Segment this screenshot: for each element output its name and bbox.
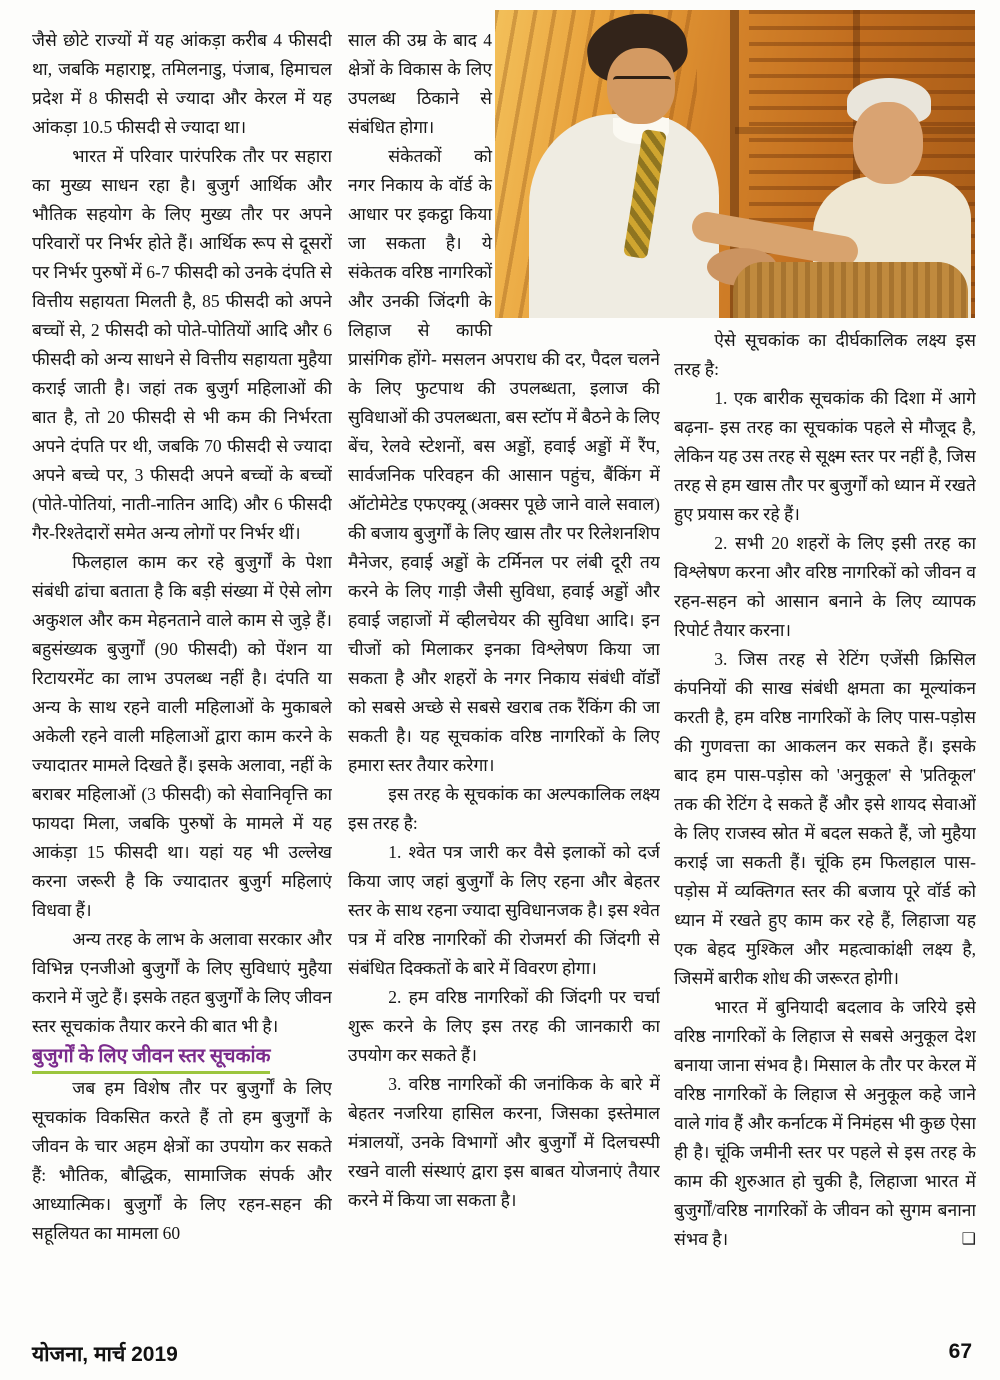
paragraph: जब हम विशेष तौर पर बुजुर्गों के लिए सूचकांक विकसित करते हैं तो हम बुजुर्गों के जीवन के चार अहम क्षेत्रों का उपयोग कर सकते हैं: भौतिक, बौद्धिक, सामाजिक संपर्क और आध्यात्मिक। बुजुर्गों के लिए रहन-सहन की सहूलियत का मामला 60 (32, 1078, 332, 1243)
paragraph: इस तरह के सूचकांक का अल्पकालिक लक्ष्य इस तरह है: (348, 784, 660, 833)
paragraph: साल की उम्र के बाद 4 क्षेत्रों के विकास के लिए उपलब्ध ठिकाने से संबंधित होगा। (348, 30, 492, 137)
paragraph: भारत में परिवार पारंपरिक तौर पर सहारा का मुख्य साधन रहा है। बुजुर्ग आर्थिक और भौतिक सहयोग के लिए मुख्य तौर पर अपने परिवारों पर निर्भर होते हैं। आर्थिक रूप से दूसरों पर निर्भर पुरुषों में 6-7 फीसदी को उनके दंपति से वित्तीय सहायता मिलती है, 85 फीसदी को अपने बच्चों से, 2 फीसदी को पोते-पोतियों आदि और 6 फीसदी को अन्य साधने से वित्तीय सहायता मुहैया कराई जाती है। जहां तक बुजुर्ग महिलाओं की बात है, तो 20 फीसदी से भी कम की निर्भरता अपने दंपति पर थी, जबकि 70 फीसदी से ज्यादा अपने बच्चे पर, 3 फीसदी अपने बच्चों के बच्चों (पोते-पोतियां, नाती-नातिन आदि) और 6 फीसदी गैर-रिश्तेदारों समेत अन्य लोगों पर निर्भर थीं। (32, 146, 332, 543)
paragraph (674, 993, 976, 1254)
paragraph: फिलहाल काम कर रहे बुजुर्गों के पेशा संबंधी ढांचा बताता है कि बड़ी संख्या में ऐसे लोग अकुशल और कम मेहनताने वाले काम से जुड़े हैं। बहुसंख्यक बुजुर्गों (90 फीसदी) को पेंशन या रिटायरमेंट का लाभ उपलब्ध नहीं है। दंपति या अन्य के साथ रहने वाली महिलाओं के मुकाबले अकेली रहने वाली महिलाओं द्वारा काम करने के ज्यादातर मामले दिखते हैं। इसके अलावा, नहीं के बराबर महिलाओं (3 फीसदी) को सेवानिवृत्ति का फायदा मिला, जबकि पुरुषों के मामले में यह आकंड़ा 15 फीसदी था। यहां यह भी उल्लेख करना जरूरी है कि ज्यादातर बुजुर्ग महिलाएं विधवा हैं। (32, 552, 332, 920)
section-subheading: बुजुर्गों के लिए जीवन स्तर सूचकांक (32, 1043, 270, 1074)
photo-clearance-spacer (674, 26, 976, 326)
list-item-paragraph: 2. सभी 20 शहरों के लिए इसी तरह का विश्लेषण करना और वरिष्ठ नागरिकों को जीवन व रहन-सहन को आसान बनाने के लिए व्यापक रिपोर्ट तैयार करना। (674, 533, 976, 640)
footer-publication-date: योजना, मार्च 2019 (32, 1343, 178, 1366)
list-item-paragraph: 3. वरिष्ठ नागरिकों की जनांकिक के बारे में बेहतर नजरिया हासिल करना, जिसका इस्तेमाल मंत्रालयों, उनके विभागों और बुजुर्गों में दिलचस्पी रखने वाली संस्थाएं द्वारा इस बाबत योजनाएं तैयार करने में किया जा सकता है। (348, 1074, 660, 1210)
list-item-paragraph: 1. एक बारीक सूचकांक की दिशा में आगे बढ़ना- इस तरह का सूचकांक पहले से मौजूद है, लेकिन यह उस तरह से सूक्ष्म स्तर पर नहीं है, जिस तरह से हम खास तौर पर बुजुर्गों को ध्यान में रखते हुए प्रयास कर रहे हैं। (674, 388, 976, 524)
column-3 (674, 26, 976, 1314)
footer-page-number: 67 (948, 1340, 972, 1363)
paragraph: अन्य तरह के लाभ के अलावा सरकार और विभिन्न एनजीओ बुजुर्गों के लिए सुविधाएं मुहैया कराने में जुटे हैं। इसके तहत बुजुर्गों के लिए जीवन स्तर सूचकांक तैयार करने की बात भी है। (32, 929, 332, 1036)
list-item-paragraph: 3. जिस तरह से रेटिंग एजेंसी क्रिसिल कंपनियों की साख संबंधी क्षमता का मूल्यांकन करती है, हम वरिष्ठ नागरिकों के लिए पास-पड़ोस की गुणवत्ता का आकलन कर सकते हैं। इसके बाद हम पास-पड़ोस को 'अनुकूल' से 'प्रतिकूल' तक की रेटिंग दे सकते हैं और इसे शायद सेवाओं के लिए राजस्व स्रोत में बदल सकते हैं, जो मुहैया कराई जा सकती हैं। चूंकि हम फिलहाल पास-पड़ोस में व्यक्तिगत स्तर की बजाय पूरे वॉर्ड को ध्यान में रखते हुए काम कर रहे हैं, लिहाजा यह एक बेहद मुश्किल और महत्वाकांक्षी लक्ष्य है, जिसमें बारीक शोध की जरूरत होगी। (674, 649, 976, 988)
paragraph-text: भारत में बुनियादी बदलाव के जरिये इसे वरिष्ठ नागरिकों के लिहाज से सबसे अनुकूल देश बनाया जाना संभव है। मिसाल के तौर पर केरल में वरिष्ठ नागरिकों के लिहाज से अनुकूल कहे जाने वाले गांव हैं और कर्नाटक में निमंहस भी कुछ ऐसा ही है। चूंकि जमीनी स्तर पर पहले से इस तरह के काम की शुरुआत हो चुकी है, लिहाजा भारत में बुजुर्गों/वरिष्ठ नागरिकों के जीवन को सुगम बनाना संभव है। (674, 997, 976, 1249)
list-item-paragraph: 1. श्वेत पत्र जारी कर वैसे इलाकों को दर्ज किया जाए जहां बुजुर्गों के लिए रहना और बेहतर स्तर के साथ रहना ज्यादा सुविधानजक है। इस श्वेत पत्र में वरिष्ठ नागरिकों की रोजमर्रा की जिंदगी से संबंधित दिक्कतों के बारे में विवरण होगा। (348, 842, 660, 978)
column-2 (348, 26, 660, 1314)
list-item-paragraph: 2. हम वरिष्ठ नागरिकों की जिंदगी पर चर्चा शुरू करने के लिए इस तरह की जानकारी का उपयोग कर सकते हैं। (348, 987, 660, 1065)
photo-wrap-spacer (492, 26, 660, 322)
column-1 (32, 26, 332, 1314)
paragraph: ऐसे सूचकांक का दीर्घकालिक लक्ष्य इस तरह है: (674, 330, 976, 379)
paragraph: जैसे छोटे राज्यों में यह आंकड़ा करीब 4 फीसदी था, जबकि महाराष्ट्र, तमिलनाडु, पंजाब, हिमाचल प्रदेश में 8 फीसदी से ज्यादा और केरल में यह आंकड़ा 10.5 फीसदी से ज्यादा था। (32, 30, 332, 137)
paragraph: संकेतकों को नगर निकाय के वॉर्ड के आधार पर इकट्ठा किया जा सकता है। ये संकेतक वरिष्ठ नागरिकों और उनकी जिंदगी के लिहाज से काफी प्रासंगिक होंगे- मसलन अपराध की दर, पैदल चलने के लिए फुटपाथ की उपलब्धता, इलाज की सुविधाओं की उपलब्धता, बस स्टॉप में बैठने के लिए बेंच, रेलवे स्टेशनों, बस अड्डों, हवाई अड्डों में रैंप, सार्वजनिक परिवहन की आसान पहुंच, बैंकिंग में ऑटोमेटेड एफएक्यू (अक्सर पूछे जाने वाले सवाल) की बजाय बुजुर्गों के लिए खास तौर पर रिलेशनशिप मैनेजर, हवाई अड्डों के टर्मिनल पर लंबी दूरी तय करने के लिए गाड़ी जैसी सुविधा, हवाई अड्डों और हवाई जहाजों में व्हीलचेयर की सुविधा आदि। इन चीजों को मिलाकर इनका विश्लेषण किया जा सकता है और शहरों के नगर निकाय संबंधी वॉर्डों को सबसे अच्छे से सबसे खराब तक रैंकिंग की जा सकती है। यह सूचकांक वरिष्ठ नागरिकों के लिए हमारा स्तर तैयार करेगा। (348, 146, 660, 775)
end-of-article-icon: ❑ (961, 1231, 976, 1248)
